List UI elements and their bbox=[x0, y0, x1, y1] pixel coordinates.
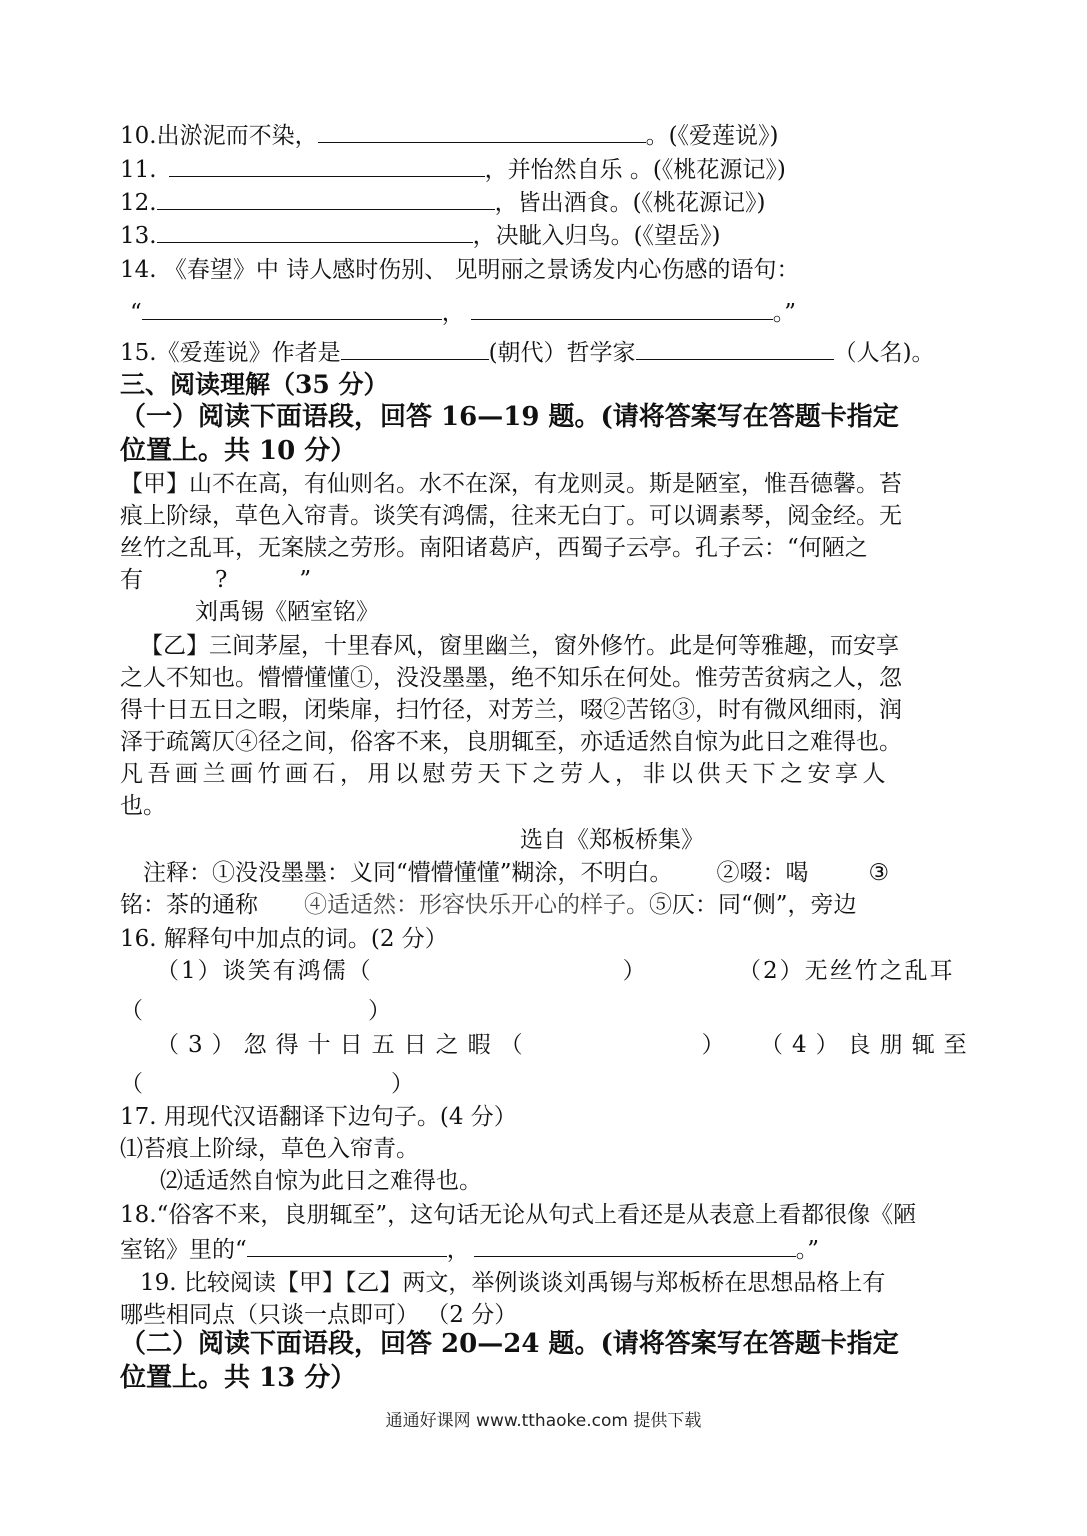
question-16-item-2: （2）无丝竹之乱耳 bbox=[738, 958, 955, 984]
passage-yi-line: 之人不知也。懵懵懂懂①，没没墨墨，绝不知乐在何处。惟劳苦贫病之人，忽 bbox=[120, 665, 902, 691]
answer-blank bbox=[247, 1234, 447, 1257]
part-one-instruction-cont: 位置上。共 10 分） bbox=[120, 436, 357, 466]
answer-blank bbox=[157, 187, 495, 210]
annotation-line: 注释：①没没墨墨：义同“懵懵懂懂”糊涂，不明白。 ②啜：喝 ③ bbox=[143, 860, 890, 886]
page-footer: 通通好课网 www.tthaoke.com 提供下载 bbox=[385, 1411, 702, 1431]
question-19: 19. 比较阅读【甲】【乙】两文，举例谈谈刘禹锡与郑板桥在思想品格上有 bbox=[140, 1270, 886, 1296]
question-17-sentence-1: ⑴苔痕上阶绿，草色入帘青。 bbox=[120, 1136, 419, 1162]
passage-jia-line: 痕上阶绿，草色入帘青。谈笑有鸿儒，往来无白丁。可以调素琴，阅金经。无 bbox=[120, 503, 902, 529]
passage-yi-source: 选自《郑板桥集》 bbox=[520, 827, 704, 853]
answer-blank bbox=[318, 120, 646, 143]
annotation-line: 铭：茶的通称 ④适适然：形容快乐开心的样子。⑤仄：同“侧”，旁边 bbox=[120, 892, 857, 918]
answer-blank bbox=[341, 337, 489, 360]
answer-blank bbox=[157, 220, 473, 243]
question-15: 15.《爱莲说》作者是 (朝代）哲学家 （人名)。 bbox=[120, 337, 935, 368]
question-12: 12. ，皆出酒食。(《桃花源记》) bbox=[120, 187, 766, 218]
part-one-instruction: （一）阅读下面语段，回答 16—19 题。(请将答案写在答题卡指定 bbox=[120, 402, 899, 432]
question-13: 13. ，决眦入归鸟。(《望岳》) bbox=[120, 220, 721, 251]
question-17-title: 17. 用现代汉语翻译下边句子。(4 分） bbox=[120, 1104, 517, 1130]
answer-blank bbox=[142, 297, 442, 320]
question-14: 14. 《春望》中 诗人感时伤别、 见明丽之景诱发内心伤感的语句： bbox=[120, 257, 800, 283]
passage-yi-line: 【乙】三间茅屋，十里春风，窗里幽兰，窗外修竹。此是何等雅趣，而安享 bbox=[140, 633, 899, 659]
question-14-answer: “ ， 。” bbox=[130, 297, 796, 328]
passage-jia-author: 刘禹锡《陋室铭》 bbox=[195, 599, 379, 625]
question-16-item-3: （3）忽得十日五日之暇（ ） bbox=[156, 1032, 734, 1058]
passage-yi-line: 凡吾画兰画竹画石，用以慰劳天下之劳人，非以供天下之安享人 bbox=[120, 761, 890, 787]
passage-jia-end: 有 ? ” bbox=[120, 567, 312, 593]
answer-blank bbox=[474, 1234, 796, 1257]
passage-yi-line: 也。 bbox=[120, 793, 166, 819]
question-10: 10.出淤泥而不染， 。(《爱莲说》) bbox=[120, 120, 779, 151]
question-11: 11. ，并怡然自乐 。(《桃花源记》) bbox=[120, 154, 786, 185]
answer-blank bbox=[636, 337, 834, 360]
section-heading: 三、阅读理解（35 分） bbox=[120, 370, 389, 399]
question-16-item-1: （1）谈笑有鸿儒（ ） bbox=[156, 958, 648, 984]
answer-blank bbox=[471, 297, 773, 320]
question-18: 18.“俗客不来，良朋辄至”，这句话无论从句式上看还是从表意上看都很像《陋 bbox=[120, 1202, 917, 1228]
question-19-cont: 哪些相同点（只谈一点即可） （2 分） bbox=[120, 1302, 518, 1328]
question-16-item-4: （4）良朋辄至 bbox=[760, 1032, 976, 1058]
passage-yi-line: 得十日五日之暇，闭柴扉，扫竹径，对芳兰，啜②苦铭③，时有微风细雨，润 bbox=[120, 697, 902, 723]
answer-blank bbox=[169, 154, 485, 177]
part-two-instruction-cont: 位置上。共 13 分） bbox=[120, 1363, 357, 1393]
question-17-sentence-2: ⑵适适然自惊为此日之难得也。 bbox=[160, 1168, 482, 1194]
passage-jia-line: 丝竹之乱耳，无案牍之劳形。南阳诸葛庐，西蜀子云亭。孔子云：“何陋之 bbox=[120, 535, 868, 561]
question-16-title: 16. 解释句中加点的词。(2 分） bbox=[120, 926, 448, 952]
passage-jia-line: 【甲】山不在高，有仙则名。水不在深，有龙则灵。斯是陋室，惟吾德馨。苔 bbox=[120, 471, 902, 497]
question-16-item-4-blank: （ ） bbox=[120, 1071, 414, 1097]
question-16-item-2-blank: （ ） bbox=[120, 998, 391, 1024]
part-two-instruction: （二）阅读下面语段，回答 20—24 题。(请将答案写在答题卡指定 bbox=[120, 1329, 899, 1359]
passage-yi-line: 泽于疏篱仄④径之间，俗客不来，良朋辄至，亦适适然自惊为此日之难得也。 bbox=[120, 729, 902, 755]
question-18-answer: 室铭》里的“ ， 。” bbox=[120, 1234, 819, 1265]
